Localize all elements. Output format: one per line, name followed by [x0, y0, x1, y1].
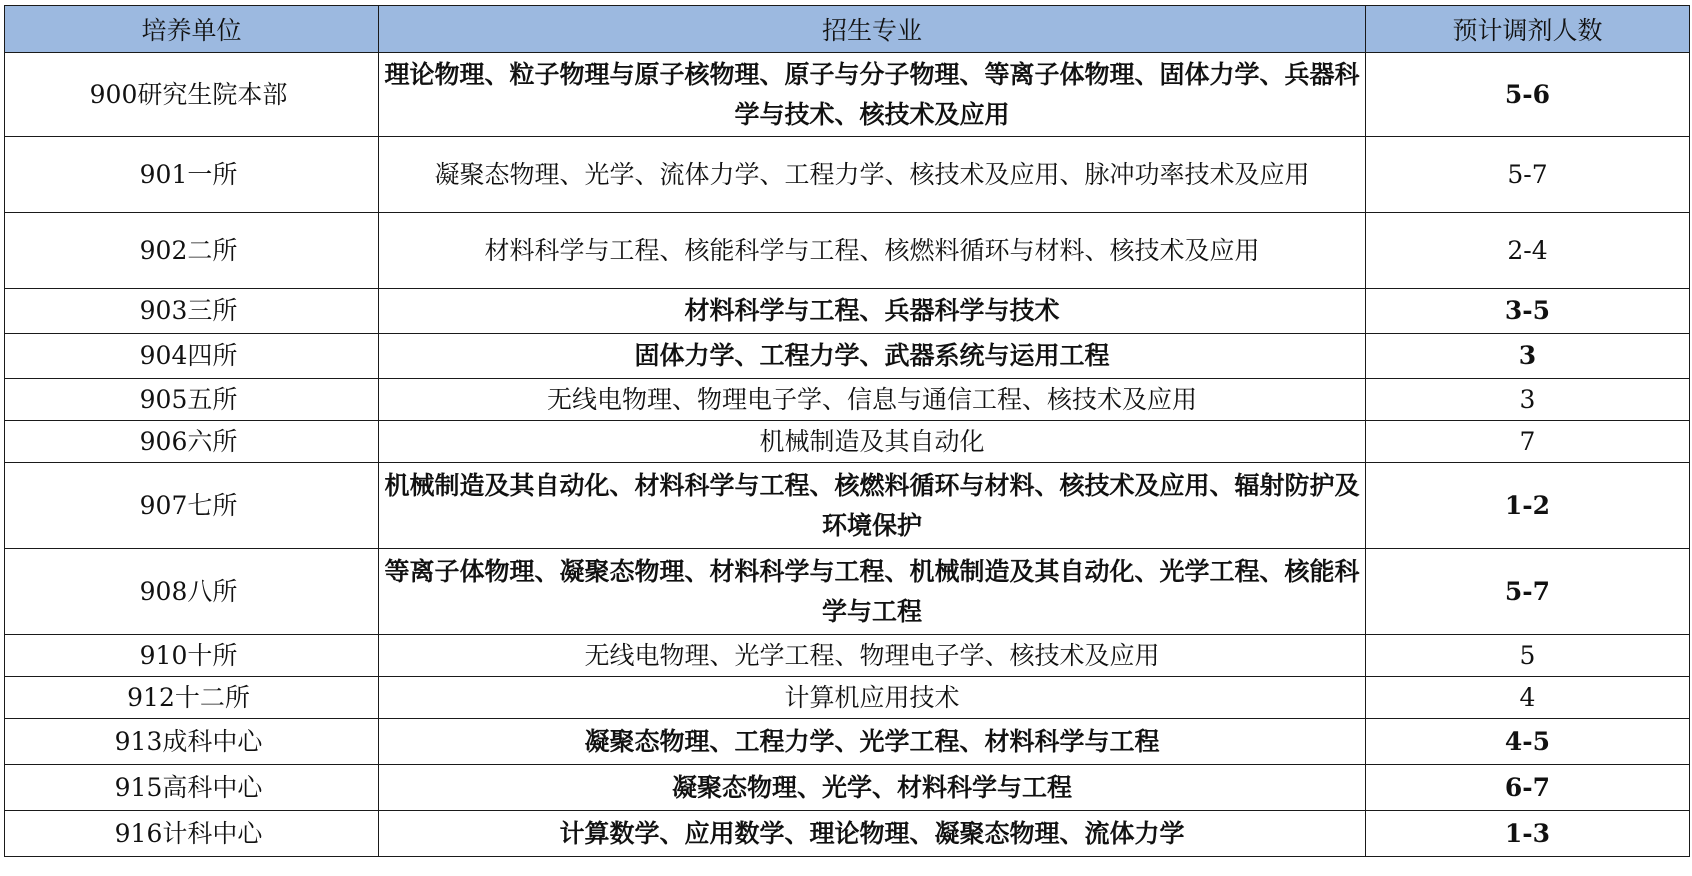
count-cell: 1-2 — [1366, 463, 1690, 549]
unit-cell: 915高科中心 — [5, 765, 379, 811]
unit-cell: 916计科中心 — [5, 811, 379, 857]
table-row — [5, 765, 1690, 811]
majors-cell: 材料科学与工程、兵器科学与技术 — [379, 289, 1366, 334]
count-cell: 3 — [1366, 334, 1690, 379]
majors-cell: 无线电物理、物理电子学、信息与通信工程、核技术及应用 — [379, 379, 1366, 421]
majors-cell: 计算机应用技术 — [379, 677, 1366, 719]
count-cell: 7 — [1366, 421, 1690, 463]
table-row — [5, 421, 1690, 463]
count-cell: 5-7 — [1366, 549, 1690, 635]
unit-cell: 913成科中心 — [5, 719, 379, 765]
header-unit: 培养单位 — [5, 6, 379, 53]
count-cell: 2-4 — [1366, 213, 1690, 289]
admission-table — [4, 5, 1690, 857]
unit-cell: 904四所 — [5, 334, 379, 379]
header-row — [5, 6, 1690, 53]
majors-cell: 凝聚态物理、光学、材料科学与工程 — [379, 765, 1366, 811]
count-cell: 6-7 — [1366, 765, 1690, 811]
unit-cell: 902二所 — [5, 213, 379, 289]
unit-cell: 903三所 — [5, 289, 379, 334]
table-row — [5, 379, 1690, 421]
header-count: 预计调剂人数 — [1366, 6, 1690, 53]
unit-cell: 906六所 — [5, 421, 379, 463]
majors-cell: 机械制造及其自动化、材料科学与工程、核燃料循环与材料、核技术及应用、辐射防护及环境保护 — [379, 463, 1366, 549]
count-cell: 1-3 — [1366, 811, 1690, 857]
unit-cell: 901一所 — [5, 137, 379, 213]
header-majors: 招生专业 — [379, 6, 1366, 53]
table-row — [5, 677, 1690, 719]
majors-cell: 计算数学、应用数学、理论物理、凝聚态物理、流体力学 — [379, 811, 1366, 857]
unit-cell: 900研究生院本部 — [5, 53, 379, 137]
table-row — [5, 635, 1690, 677]
majors-cell: 材料科学与工程、核能科学与工程、核燃料循环与材料、核技术及应用 — [379, 213, 1366, 289]
unit-cell: 907七所 — [5, 463, 379, 549]
unit-cell: 910十所 — [5, 635, 379, 677]
table-row — [5, 811, 1690, 857]
table-row — [5, 463, 1690, 549]
table-row — [5, 137, 1690, 213]
unit-cell: 912十二所 — [5, 677, 379, 719]
table-row — [5, 53, 1690, 137]
table-row — [5, 549, 1690, 635]
table-row — [5, 719, 1690, 765]
majors-cell: 无线电物理、光学工程、物理电子学、核技术及应用 — [379, 635, 1366, 677]
majors-cell: 固体力学、工程力学、武器系统与运用工程 — [379, 334, 1366, 379]
unit-cell: 908八所 — [5, 549, 379, 635]
unit-cell: 905五所 — [5, 379, 379, 421]
count-cell: 5 — [1366, 635, 1690, 677]
majors-cell: 凝聚态物理、工程力学、光学工程、材料科学与工程 — [379, 719, 1366, 765]
count-cell: 5-6 — [1366, 53, 1690, 137]
majors-cell: 等离子体物理、凝聚态物理、材料科学与工程、机械制造及其自动化、光学工程、核能科学与工程 — [379, 549, 1366, 635]
count-cell: 3-5 — [1366, 289, 1690, 334]
majors-cell: 机械制造及其自动化 — [379, 421, 1366, 463]
count-cell: 4 — [1366, 677, 1690, 719]
table-row — [5, 213, 1690, 289]
majors-cell: 理论物理、粒子物理与原子核物理、原子与分子物理、等离子体物理、固体力学、兵器科学与技术、核技术及应用 — [379, 53, 1366, 137]
table-row — [5, 334, 1690, 379]
count-cell: 5-7 — [1366, 137, 1690, 213]
table-row — [5, 289, 1690, 334]
majors-cell: 凝聚态物理、光学、流体力学、工程力学、核技术及应用、脉冲功率技术及应用 — [379, 137, 1366, 213]
count-cell: 4-5 — [1366, 719, 1690, 765]
count-cell: 3 — [1366, 379, 1690, 421]
